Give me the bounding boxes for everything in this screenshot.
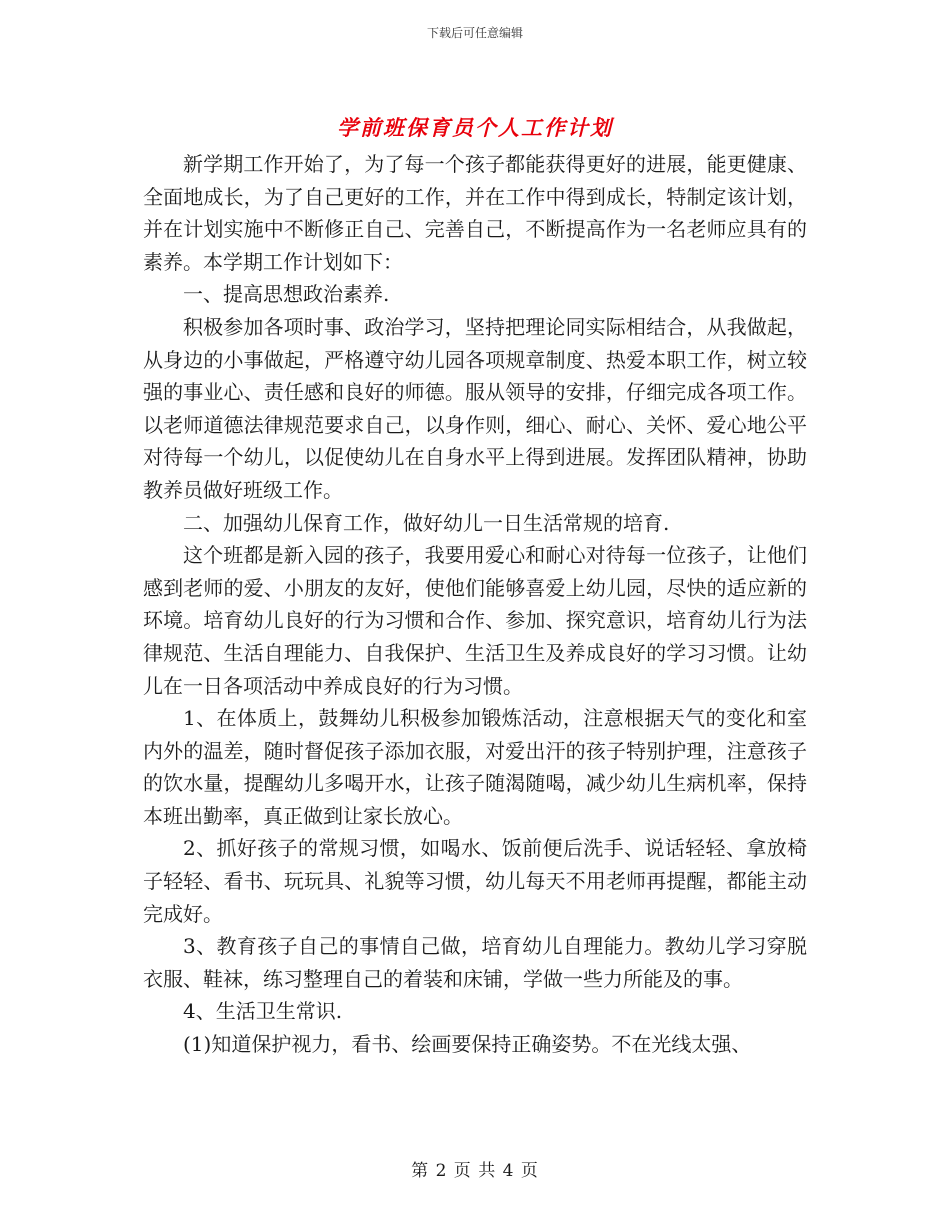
paragraph-new-children: 这个班都是新入园的孩子，我要用爱心和耐心对待每一位孩子，让他们感到老师的爱、小朋友的友好，使他们能够喜爱上幼儿园，尽快的适应新的环境。培育幼儿良好的行为习惯和合作、参加、探究意识，培育幼儿行为法律规范、生活自理能力、自我保护、生活卫生及养成良好的学习习惯。让幼儿在一日各项活动中养成良好的行为习惯。 bbox=[143, 543, 807, 698]
paragraph-political-study: 积极参加各项时事、政治学习，坚持把理论同实际相结合，从我做起，从身边的小事做起，严格遵守幼儿园各项规章制度、热爱本职工作，树立较强的事业心、责任感和良好的师德。服从领导的安排，仔细完成各项工作。以老师道德法律规范要求自己，以身作则，细心、耐心、关怀、爱心地公平对待每一个幼儿，以促使幼儿在自身水平上得到进展。发挥团队精神，协助教养员做好班级工作。 bbox=[143, 314, 807, 502]
list-item-1-physical: 1、在体质上，鼓舞幼儿积极参加锻炼活动，注意根据天气的变化和室内外的温差，随时督促孩子添加衣服，对爱出汗的孩子特别护理，注意孩子的饮水量，提醒幼儿多喝开水，让孩子随渴随喝，减少幼儿生病机率，保持本班出勤率，真正做到让家长放心。 bbox=[143, 706, 807, 828]
page-header-note: 下载后可任意编辑 bbox=[426, 26, 523, 40]
section-heading-2: 二、加强幼儿保育工作，做好幼儿一日生活常规的培育. bbox=[183, 510, 670, 535]
paragraph-intro: 新学期工作开始了，为了每一个孩子都能获得更好的进展，能更健康、全面地成长，为了自己更好的工作，并在工作中得到成长，特制定该计划，并在计划实施中不断修正自己、完善自己，不断提高作为一名老师应具有的素养。本学期工作计划如下： bbox=[143, 152, 807, 274]
list-item-2-habits: 2、抓好孩子的常规习惯，如喝水、饭前便后洗手、说话轻轻、拿放椅子轻轻、看书、玩玩具、礼貌等习惯，幼儿每天不用老师再提醒，都能主动完成好。 bbox=[143, 836, 807, 926]
section-heading-1: 一、提高思想政治素养. bbox=[183, 282, 390, 307]
sub-item-1-eyesight: (1)知道保护视力，看书、绘画要保持正确姿势。不在光线太强、 bbox=[183, 1032, 752, 1057]
document-title: 学前班保育员个人工作计划 bbox=[337, 115, 613, 140]
document-body bbox=[143, 148, 807, 1061]
list-item-4-hygiene: 4、生活卫生常识. bbox=[183, 999, 343, 1024]
page-number: 第 2 页 共 4 页 bbox=[411, 1161, 539, 1181]
list-item-3-self-care: 3、教育孩子自己的事情自己做，培育幼儿自理能力。教幼儿学习穿脱衣服、鞋袜，练习整理自己的着装和床铺，学做一些力所能及的事。 bbox=[143, 934, 807, 991]
